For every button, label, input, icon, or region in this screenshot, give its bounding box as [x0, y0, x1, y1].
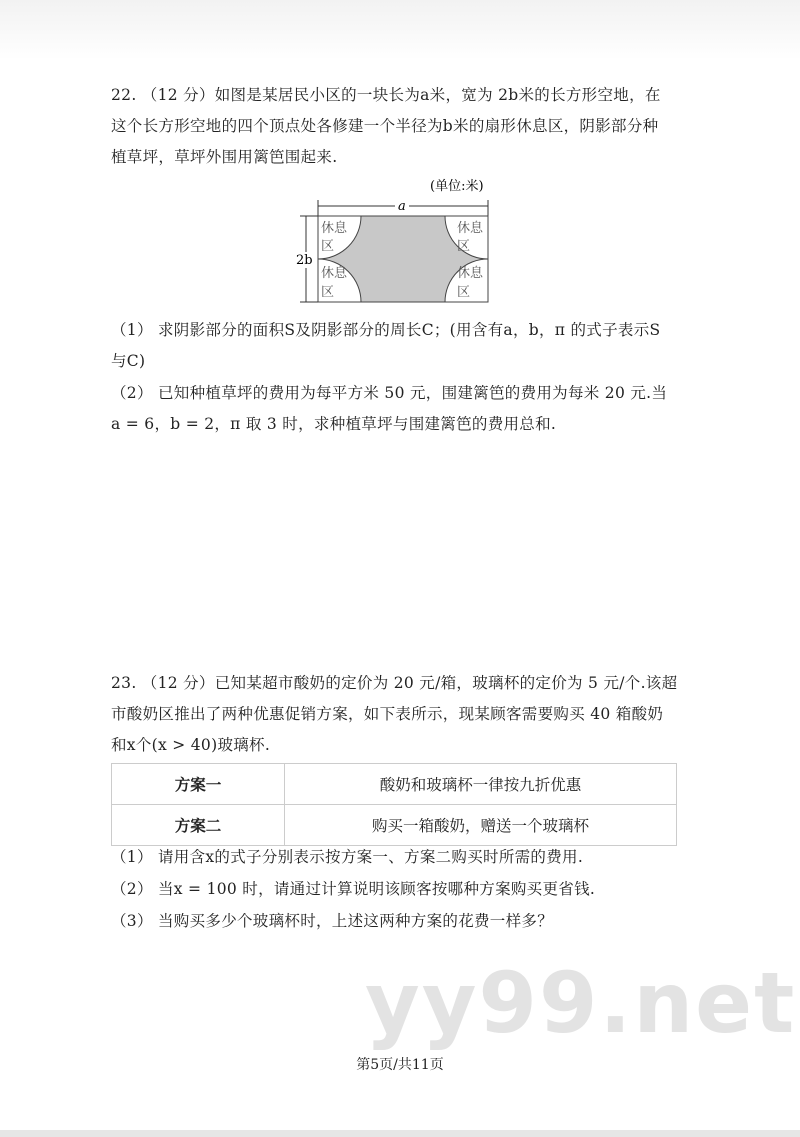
height-label: 2b: [296, 253, 313, 268]
q22-text: 植草坪，草坪外围用篱笆围起来.: [111, 148, 338, 166]
unit-label: (单位:米): [430, 179, 484, 194]
svg-text:休息: 休息: [321, 266, 348, 281]
q22-part1: 与C): [111, 352, 146, 370]
q23-text: 23. （12 分）已知某超市酸奶的定价为 20 元/箱，玻璃杯的定价为 5 元/个.该超: [111, 674, 678, 692]
q22-part2: a = 6，b = 2，π 取 3 时，求种植草坪与围建篱笆的费用总和.: [111, 415, 557, 433]
q22-text: 22. （12 分）如图是某居民小区的一块长为a米，宽为 2b米的长方形空地，在: [111, 86, 661, 104]
plan-desc: 酸奶和玻璃杯一律按九折优惠: [285, 764, 677, 805]
svg-text:休息: 休息: [321, 221, 348, 236]
q22-text: 这个长方形空地的四个顶点处各修建一个半径为b米的扇形休息区，阴影部分种: [111, 117, 659, 135]
svg-text:区: 区: [457, 285, 471, 300]
watermark: yy99.net: [365, 954, 797, 1052]
plan-table: [111, 763, 677, 846]
table-row: [112, 805, 677, 846]
plan-name: 方案二: [112, 805, 285, 846]
table-row: [112, 764, 677, 805]
svg-text:休息: 休息: [457, 221, 484, 236]
q23-part3: （3） 当购买多少个玻璃杯时，上述这两种方案的花费一样多？: [111, 912, 553, 930]
svg-text:休息: 休息: [457, 266, 484, 281]
q22-part1: （1） 求阴影部分的面积S及阴影部分的周长C；(用含有a，b，π 的式子表示S: [111, 321, 661, 339]
q23-part1: （1） 请用含x的式子分别表示按方案一、方案二购买时所需的费用.: [111, 848, 584, 866]
svg-text:区: 区: [321, 239, 335, 254]
q23-part2: （2） 当x = 100 时，请通过计算说明该顾客按哪种方案购买更省钱.: [111, 880, 596, 898]
q23-text: 市酸奶区推出了两种优惠促销方案，如下表所示，现某顾客需要购买 40 箱酸奶: [111, 705, 664, 723]
rectangle-figure: [290, 172, 520, 312]
q22-part2: （2） 已知种植草坪的费用为每平方米 50 元，围建篱笆的费用为每米 20 元.当: [111, 384, 668, 402]
svg-text:区: 区: [321, 285, 335, 300]
svg-text:区: 区: [457, 239, 471, 254]
page-number: 第5页/共11页: [356, 1057, 444, 1073]
plan-desc: 购买一箱酸奶，赠送一个玻璃杯: [285, 805, 677, 846]
plan-name: 方案一: [112, 764, 285, 805]
q23-text: 和x个(x > 40)玻璃杯.: [111, 736, 271, 754]
width-label: a: [398, 199, 406, 214]
top-bar: [0, 0, 800, 60]
bottom-bar: [0, 1130, 800, 1137]
